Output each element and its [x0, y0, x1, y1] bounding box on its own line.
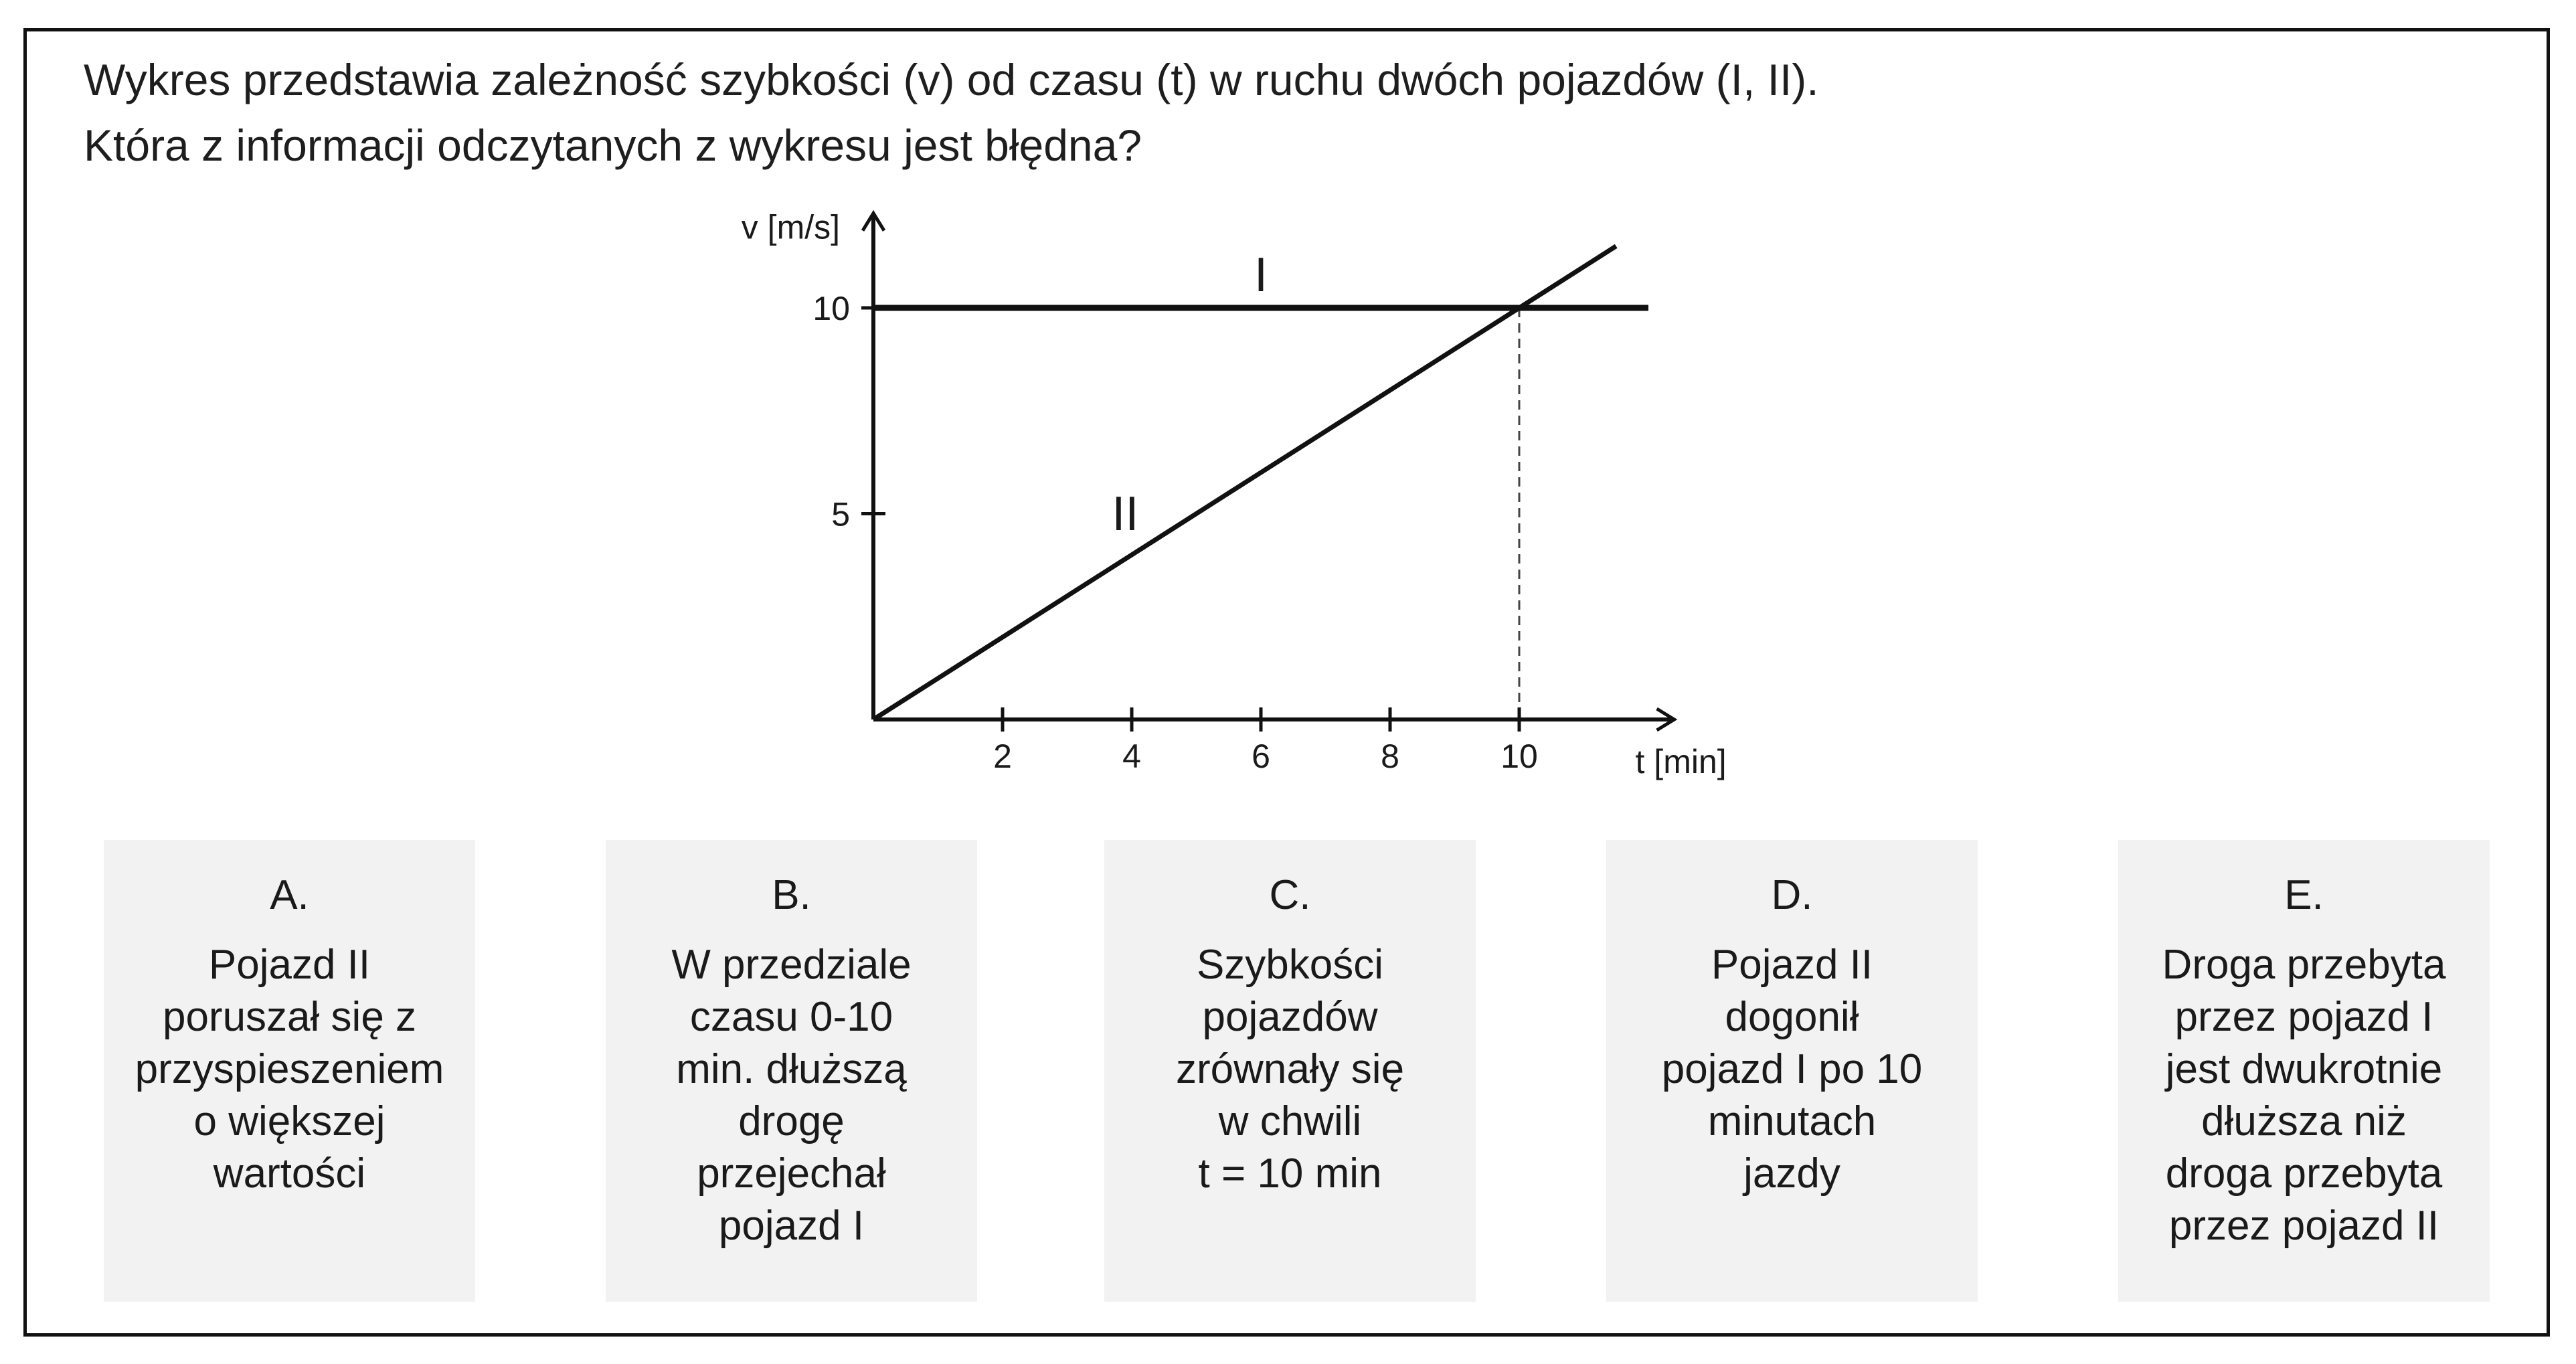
x-axis-label: t [min]: [1635, 743, 1727, 780]
y-tick-label: 5: [831, 495, 850, 533]
answer-option-d[interactable]: [1606, 840, 1978, 1302]
option-letter: C.: [1269, 872, 1311, 918]
option-text: Szybkości pojazdów zrównały się w chwili t = 10 min: [1175, 942, 1405, 1197]
y-axis-label: v [m/s]: [741, 208, 840, 246]
x-tick-label: 6: [1252, 738, 1270, 775]
option-text: Pojazd II poruszał się z przyspieszeniem o większej wartości: [135, 942, 444, 1197]
answer-option-b[interactable]: [606, 840, 977, 1302]
answer-option-c[interactable]: [1104, 840, 1476, 1302]
option-letter: A.: [270, 872, 309, 918]
x-tick-label: 4: [1122, 738, 1141, 775]
answer-option-a[interactable]: [104, 840, 475, 1302]
question-line-2: Która z informacji odczytanych z wykresu jest błędna?: [84, 120, 1142, 170]
velocity-time-chart: [723, 204, 1794, 806]
series-line-ii: [873, 246, 1616, 719]
option-text: W przedziale czasu 0-10 min. dłuższą drogę przejechał pojazd I: [671, 942, 912, 1249]
option-letter: B.: [772, 872, 811, 918]
series-label-i: I: [1254, 248, 1268, 302]
x-tick-label: 2: [993, 738, 1012, 775]
x-tick-label: 8: [1381, 738, 1399, 775]
y-tick-label: 10: [812, 290, 850, 327]
option-text: Pojazd II dogonił pojazd I po 10 minutach jazdy: [1661, 942, 1923, 1197]
question-line-1: Wykres przedstawia zależność szybkości (v) od czasu (t) w ruchu dwóch pojazdów (I, II).: [84, 55, 1819, 104]
option-letter: D.: [1771, 872, 1813, 918]
option-letter: E.: [2284, 872, 2324, 918]
answer-option-e[interactable]: [2118, 840, 2490, 1302]
option-text: Droga przebyta przez pojazd I jest dwukrotnie dłuższa niż droga przebyta przez pojazd II: [2162, 942, 2446, 1249]
question-text: [84, 47, 1819, 178]
series-label-ii: II: [1112, 487, 1139, 541]
x-tick-label: 10: [1500, 738, 1538, 775]
